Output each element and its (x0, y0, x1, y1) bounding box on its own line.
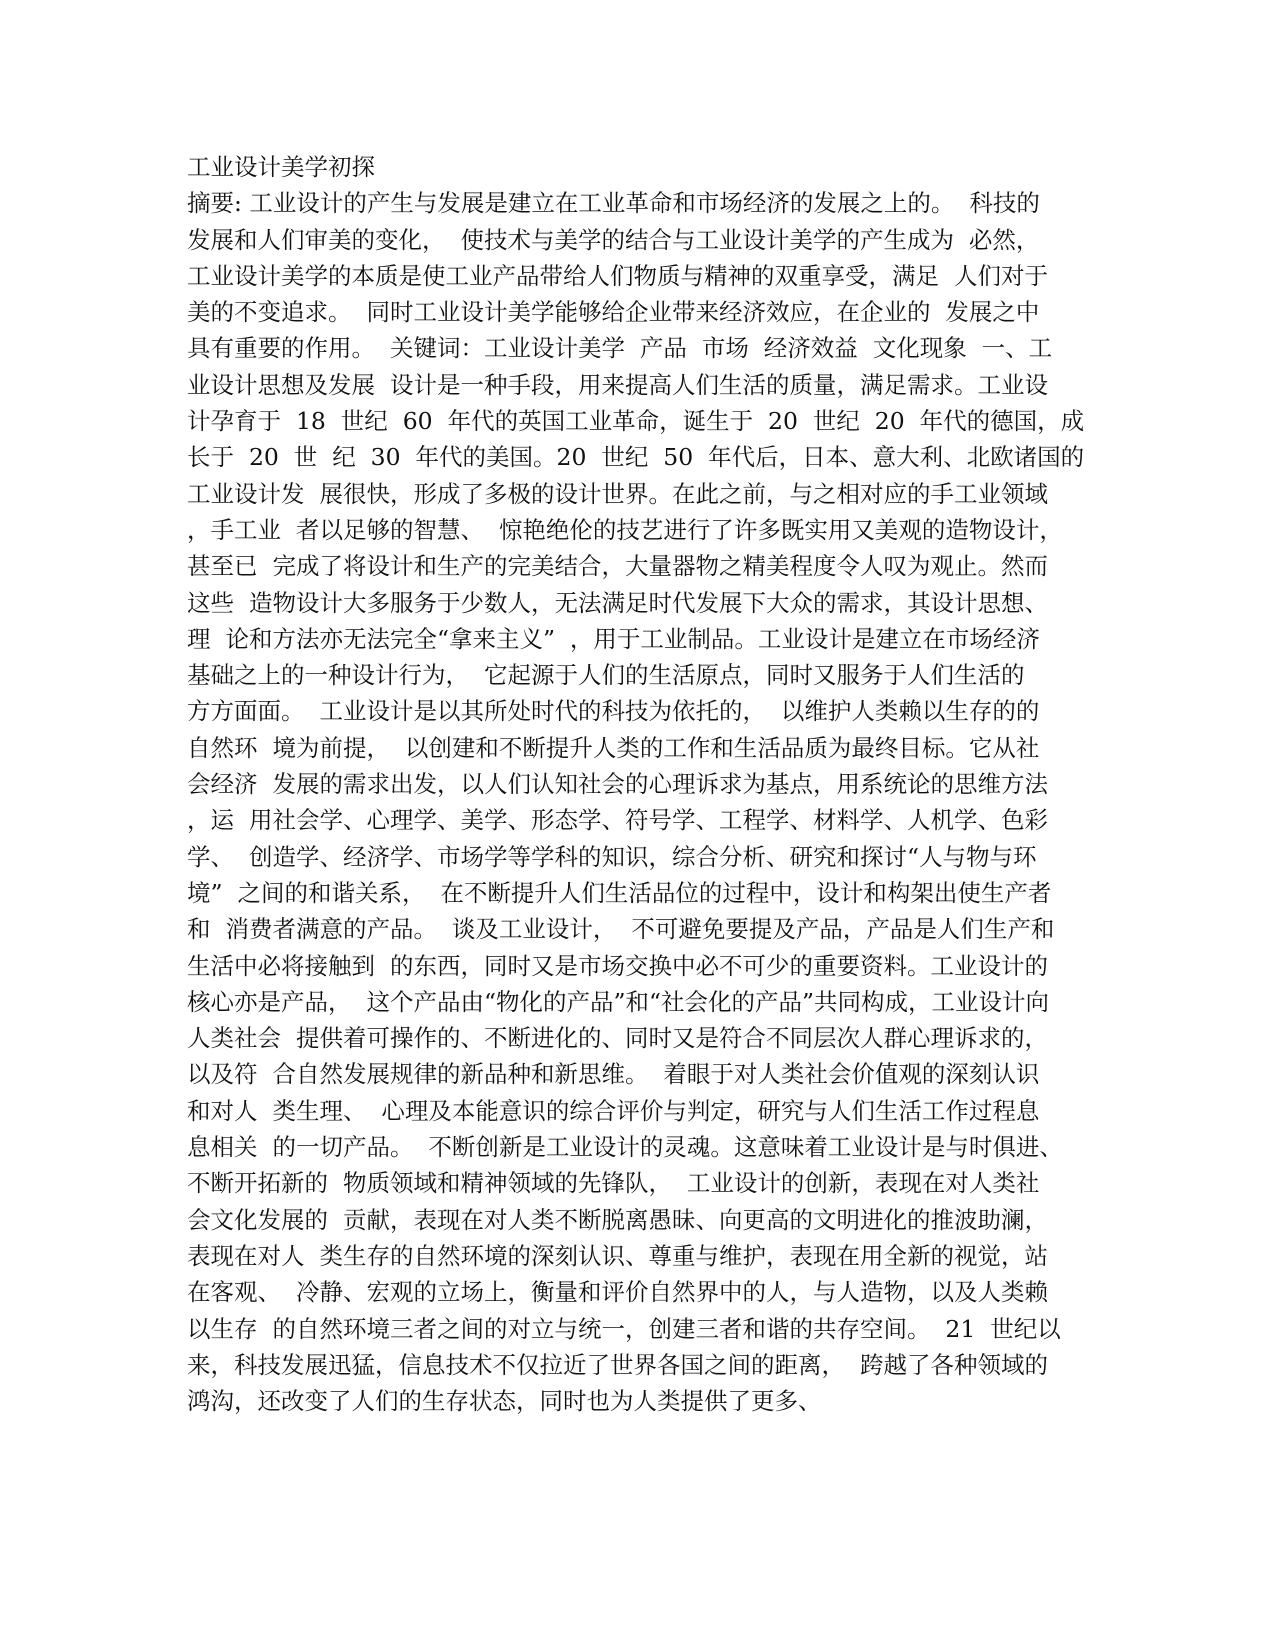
document-content (187, 149, 1087, 1419)
body-text-line: 和 消费者满意的产品。 谈及工业设计， 不可避免要提及产品，产品是人们生产和 (187, 915, 1055, 944)
body-text-line: 生活中必将接触到 的东西，同时又是市场交换中必不可少的重要资料。工业设计的 (187, 951, 1048, 980)
body-text-line: 业设计思想及发展 设计是一种手段，用来提高人们生活的质量，满足需求。工业设 (187, 370, 1048, 399)
body-text-line: 计孕育于 18 世纪 60 年代的英国工业革命，诞生于 20 世纪 20 年代的德国，成 (187, 407, 1085, 436)
body-text-line: 和对人 类生理、 心理及本能意识的综合评价与判定，研究与人们生活工作过程息 (187, 1096, 1040, 1125)
body-text-line: ，运 用社会学、心理学、美学、形态学、符号学、工程学、材料学、人机学、色彩 (187, 806, 1048, 835)
body-text-line: 工业设计发 展很快，形成了多极的设计世界。在此之前，与之相对应的手工业领域 (187, 479, 1048, 508)
body-text-line: 长于 20 世 纪 30 年代的美国。20 世纪 50 年代后，日本、意大利、北欧诸国的 (187, 443, 1085, 472)
body-text-line: 学、 创造学、经济学、市场学等学科的知识，综合分析、研究和探讨“人与物与环 (187, 842, 1037, 871)
body-text-line: 这些 造物设计大多服务于少数人，无法满足时代发展下大众的需求，其设计思想、 (187, 588, 1048, 617)
body-text-line: 在客观、 冷静、宏观的立场上，衡量和评价自然界中的人，与人造物，以及人类赖 (187, 1278, 1048, 1307)
body-text-line: 自然环 境为前提， 以创建和不断提升人类的工作和生活品质为最终目标。它从社 (187, 733, 1040, 762)
body-text-line: 摘要: 工业设计的产生与发展是建立在工业革命和市场经济的发展之上的。 科技的 (187, 189, 1040, 218)
body-text-line: ，手工业 者以足够的智慧、 惊艳绝伦的技艺进行了许多既实用又美观的造物设计， (187, 515, 1063, 544)
document-body (187, 185, 1087, 1419)
body-text-line: 人类社会 提供着可操作的、不断进化的、同时又是符合不同层次人群心理诉求的， (187, 1024, 1048, 1053)
document-title: 工业设计美学初探 (187, 153, 375, 181)
body-text-line: 甚至已 完成了将设计和生产的完美结合，大量器物之精美程度令人叹为观止。然而 (187, 552, 1048, 581)
body-text-line: 工业设计美学的本质是使工业产品带给人们物质与精神的双重享受，满足 人们对于 (187, 261, 1048, 290)
body-text-line: 核心亦是产品， 这个产品由“物化的产品”和“社会化的产品”共同构成，工业设计向 (187, 987, 1049, 1016)
body-text-line: 鸿沟，还改变了人们的生存状态，同时也为人类提供了更多、 (187, 1387, 822, 1416)
body-text-line: 方方面面。 工业设计是以其所处时代的科技为依托的， 以维护人类赖以生存的的 (187, 697, 1040, 726)
body-text-line: 息相关 的一切产品。 不断创新是工业设计的灵魂。这意味着工业设计是与时俱进、 (187, 1133, 1063, 1162)
body-text-line: 以生存 的自然环境三者之间的对立与统一，创建三者和谐的共存空间。 21 世纪以 (187, 1314, 1061, 1343)
body-text-line: 具有重要的作用。 关键词：工业设计美学 产品 市场 经济效益 文化现象 一、工 (187, 334, 1053, 363)
body-text-line: 美的不变追求。 同时工业设计美学能够给企业带来经济效应，在企业的 发展之中 (187, 298, 1040, 327)
body-text-line: 以及符 合自然发展规律的新品种和新思维。 着眼于对人类社会价值观的深刻认识 (187, 1060, 1040, 1089)
body-text-line: 理 论和方法亦无法完全“拿来主义” ，用于工业制品。工业设计是建立在市场经济 (187, 624, 1040, 653)
body-text-line: 不断开拓新的 物质领域和精神领域的先锋队， 工业设计的创新，表现在对人类社 (187, 1169, 1040, 1198)
body-text-line: 会经济 发展的需求出发，以人们认知社会的心理诉求为基点，用系统论的思维方法 (187, 770, 1048, 799)
body-text-line: 发展和人们审美的变化， 使技术与美学的结合与工业设计美学的产生成为 必然， (187, 225, 1040, 254)
body-text-line: 表现在对人 类生存的自然环境的深刻认识、尊重与维护，表现在用全新的视觉，站 (187, 1241, 1048, 1270)
body-text-line: 来，科技发展迅猛，信息技术不仅拉近了世界各国之间的距离， 跨越了各种领域的 (187, 1350, 1048, 1379)
body-text-line: 基础之上的一种设计行为， 它起源于人们的生活原点，同时又服务于人们生活的 (187, 661, 1025, 690)
body-text-line: 会文化发展的 贡献，表现在对人类不断脱离愚昧、向更高的文明进化的推波助澜， (187, 1205, 1048, 1234)
body-text-line: 境” 之间的和谐关系， 在不断提升人们生活品位的过程中，设计和构架出使生产者 (187, 878, 1052, 907)
